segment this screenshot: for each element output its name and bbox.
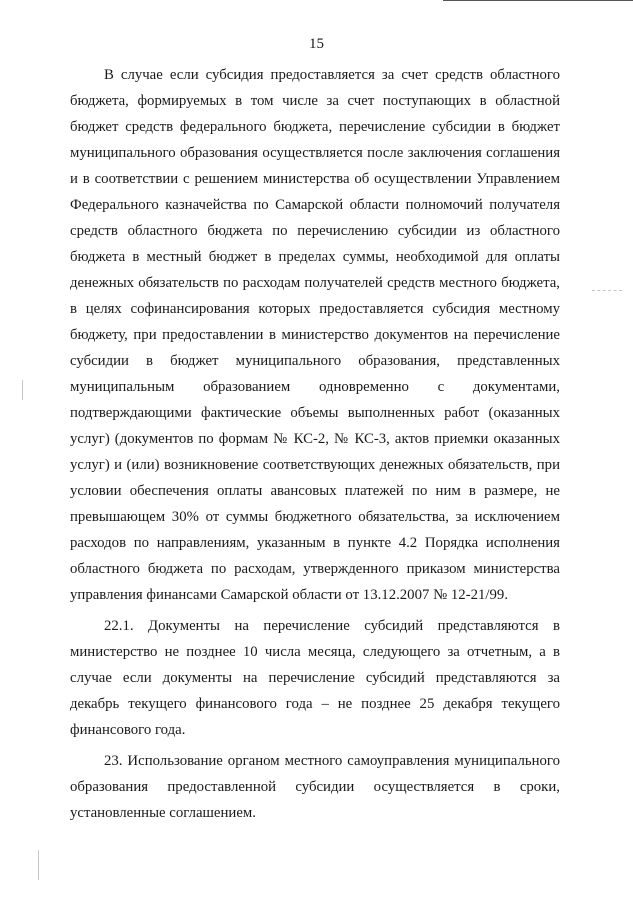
top-edge-rule <box>443 0 633 1</box>
page-number: 15 <box>309 36 324 52</box>
scan-artifact-left-lower <box>38 850 39 880</box>
scan-artifact-right <box>592 290 622 292</box>
document-body <box>70 62 560 826</box>
scan-artifact-left <box>22 380 23 400</box>
paragraph-22-1: 22.1. Документы на перечисление субсидий представляются в министерство не позднее 10 числа месяца, следующего за отчетным, а в случае если документы на перечисление субсидий представляются за декабрь текущего финансового года – не позднее 25 декабря текущего финансового года. <box>70 618 560 738</box>
paragraph-23: 23. Использование органом местного самоуправления муниципального образования предоставленной субсидии осуществляется в сроки, установленные соглашением. <box>70 753 560 821</box>
paragraph-subsidy-transfer: В случае если субсидия предоставляется за счет средств областного бюджета, формируемых в том числе за счет поступающих в областной бюджет средств федерального бюджета, перечисление субсидии в бюджет муниципального образования осуществляется после заключения соглашения и в соответствии с решением министерства об осуществлении Управлением Федерального казначейства по Самарской области полномочий получателя средств областного бюджета по перечислению субсидии из областного бюджета в местный бюджет в пределах суммы, необходимой для оплаты денежных обязательств по расходам получателей средств местного бюджета, в целях софинансирования которых предоставляется субсидия местному бюджету, при предоставлении в министерство документов на перечисление субсидии в бюджет муниципального образования, представленных муниципальным образованием одновременно с документами, подтверждающими фактические объемы выполненных работ (оказанных услуг) (документов по формам № КС-2, № КС-3, актов приемки оказанных услуг) и (или) возникновение соответствующих денежных обязательств, при условии обеспечения оплаты авансовых платежей по ним в размере, не превышающем 30% от суммы бюджетного обязательства, за исключением расходов по направлениям, указанным в пункте 4.2 Порядка исполнения областного бюджета по расходам, утвержденного приказом министерства управления финансами Самарской области от 13.12.2007 № 12-21/99. <box>70 67 560 603</box>
